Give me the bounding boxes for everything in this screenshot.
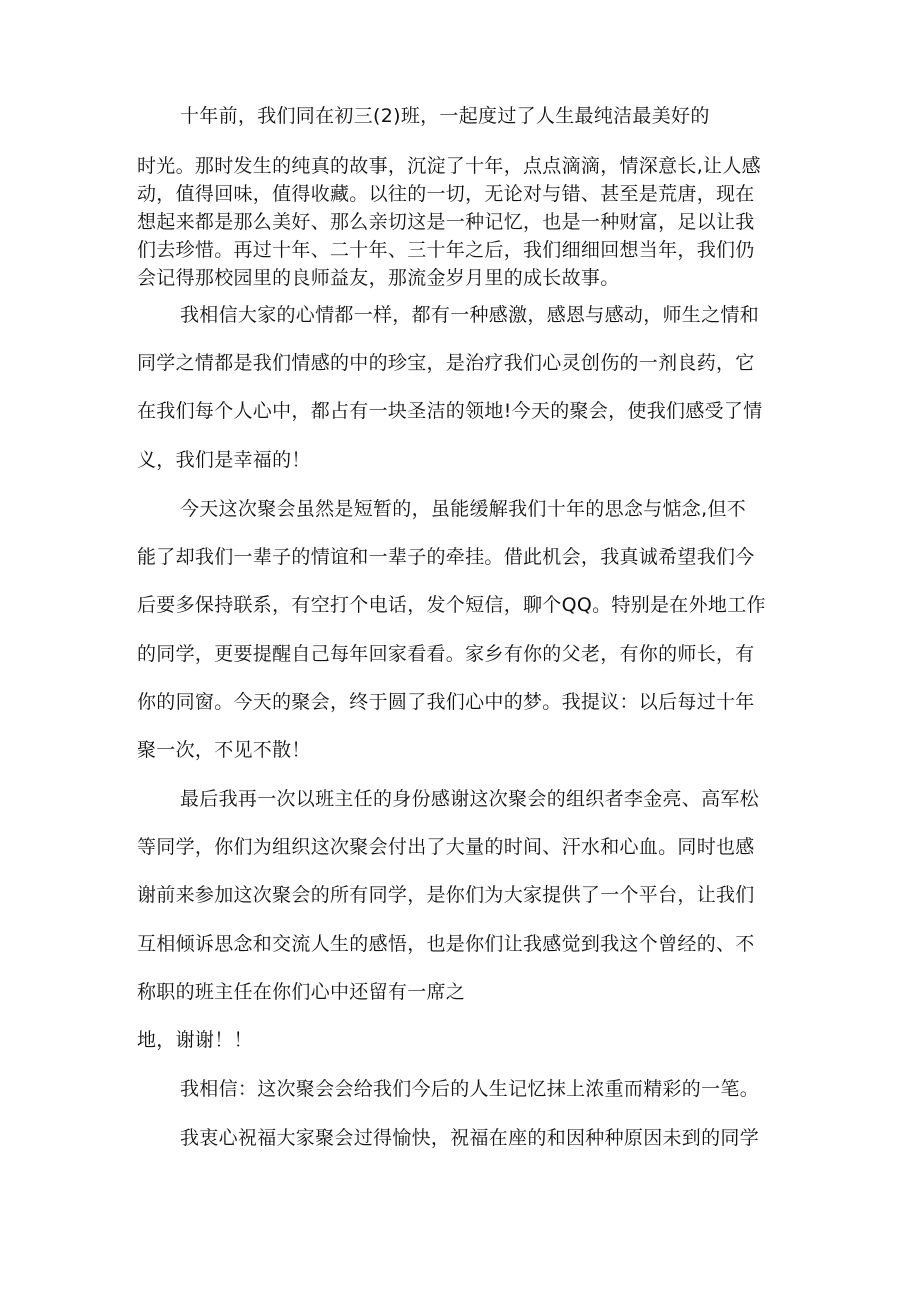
paragraph-4-line-1: 今天这次聚会虽然是短暂的，虽能缓解我们十年的思念与惦念,但不 [180, 498, 747, 520]
paragraph-5-line-5: 称职的班主任在你们心中还留有一席之 [137, 981, 466, 1003]
paragraph-2-line-1: 时光。那时发生的纯真的故事，沉淀了十年，点点滴滴，情深意长,让人感 [137, 155, 761, 177]
paragraph-4-line-5: 你的同窗。今天的聚会，终于圆了我们心中的梦。我提议：以后每过十年 [137, 691, 755, 713]
paragraph-2-line-2: 动，值得回味，值得收藏。以往的一切，无论对与错、甚至是荒唐，现在 [137, 183, 755, 205]
paragraph-3-line-1: 我相信大家的心情都一样，都有一种感激，感恩与感动，师生之情和 [180, 304, 760, 326]
paragraph-3-line-2: 同学之情都是我们情感的中的珍宝，是治疗我们心灵创伤的一剂良药，它 [137, 352, 755, 374]
paragraph-2-line-4: 们去珍惜。再过十年、二十年、三十年之后，我们细细回想当年，我们仍 [137, 239, 755, 261]
paragraph-7-line-1: 我相信：这次聚会会给我们今后的人生记忆抹上浓重而精彩的一笔。 [180, 1078, 760, 1100]
paragraph-2-line-3: 想起来都是那么美好、那么亲切这是一种记忆，也是一种财富，足以让我 [137, 211, 755, 233]
paragraph-5-line-2: 等同学，你们为组织这次聚会付出了大量的时间、汗水和心血。同时也感 [137, 836, 755, 858]
paragraph-1-line-1: 十年前，我们同在初三(2)班，一起度过了人生最纯洁最美好的 [180, 105, 710, 127]
paragraph-3-line-3: 在我们每个人心中，都占有一块圣洁的领地!今天的聚会，使我们感受了情 [137, 400, 763, 422]
paragraph-3-line-4: 义，我们是幸福的！ [137, 449, 311, 471]
paragraph-4-line-2: 能了却我们一辈子的情谊和一辈子的牵挂。借此机会，我真诚希望我们今 [137, 546, 755, 568]
paragraph-4-line-4: 的同学，更要提醒自己每年回家看看。家乡有你的父老，有你的师长，有 [137, 643, 755, 665]
paragraph-8-line-1: 我衷心祝福大家聚会过得愉快，祝福在座的和因种种原因未到的同学 [180, 1127, 760, 1149]
paragraph-5-line-4: 互相倾诉思念和交流人生的感悟，也是你们让我感觉到我这个曾经的、不 [137, 933, 755, 955]
paragraph-6-line-1: 地，谢谢！！ [137, 1029, 253, 1051]
paragraph-2-line-5: 会记得那校园里的良师益友，那流金岁月里的成长故事。 [137, 267, 620, 289]
paragraph-5-line-3: 谢前来参加这次聚会的所有同学，是你们为大家提供了一个平台，让我们 [137, 884, 755, 906]
paragraph-4-line-3: 后要多保持联系，有空打个电话，发个短信，聊个QQ。特别是在外地工作 [137, 594, 766, 616]
paragraph-4-line-6: 聚一次，不见不散！ [137, 739, 311, 761]
paragraph-5-line-1: 最后我再一次以班主任的身份感谢这次聚会的组织者李金亮、高军松 [180, 788, 760, 810]
